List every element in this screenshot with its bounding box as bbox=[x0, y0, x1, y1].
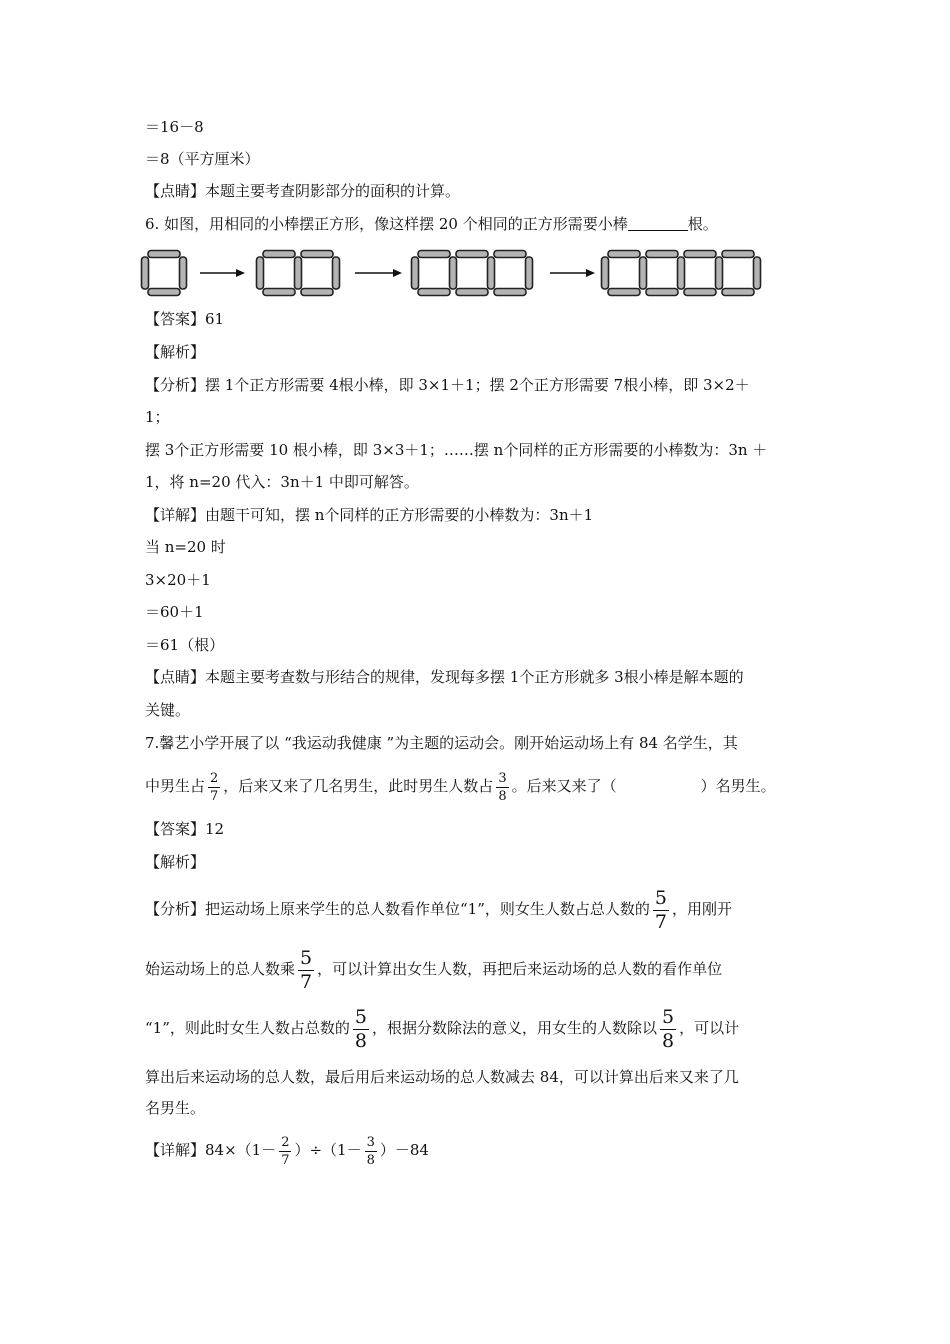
text-segment: 【分析】把运动场上原来学生的总人数看作单位“1”，则女生人数占总人数的 bbox=[145, 900, 650, 918]
text-segment: ，可以计 bbox=[679, 1019, 740, 1037]
stick-vertical bbox=[412, 257, 419, 289]
stick-horizontal bbox=[456, 289, 488, 296]
numerator: 5 bbox=[354, 1005, 367, 1028]
stick-vertical bbox=[257, 257, 264, 289]
fraction bbox=[365, 1136, 377, 1167]
text-line: 摆 3个正方形需要 10 根小棒，即 3×3＋1；……摆 n个同样的正方形需要的小棒数为：3n ＋ bbox=[145, 441, 768, 459]
question-7: 7.馨艺小学开展了以 “我运动我健康 ”为主题的运动会。刚开始运动场上有 84 名学生，其 bbox=[145, 734, 738, 752]
stick-horizontal bbox=[148, 251, 180, 258]
stick-vertical bbox=[488, 257, 495, 289]
text-line: 算出后来运动场的总人数，最后用后来运动场的总人数减去 84，可以计算出后来又来了几 bbox=[145, 1068, 739, 1086]
stick-horizontal bbox=[722, 289, 754, 296]
text-line: 【点睛】本题主要考查数与形结合的规律，发现每多摆 1个正方形就多 3根小棒是解本题的 bbox=[145, 668, 744, 686]
stick-horizontal bbox=[684, 289, 716, 296]
stick-horizontal bbox=[301, 289, 333, 296]
arrow-head-icon bbox=[393, 269, 402, 277]
fraction bbox=[208, 772, 220, 803]
text-segment: ）÷（1－ bbox=[294, 1141, 362, 1159]
text-line: ＝61（根） bbox=[145, 636, 225, 654]
stick-horizontal bbox=[608, 289, 640, 296]
numerator: 2 bbox=[210, 770, 219, 786]
stick-horizontal bbox=[418, 289, 450, 296]
numerator: 2 bbox=[281, 1134, 290, 1150]
stick-horizontal bbox=[301, 251, 333, 258]
answer-label: 【答案】61 bbox=[145, 310, 225, 328]
question-text: 。后来又来了（ bbox=[511, 777, 617, 795]
stick-vertical bbox=[678, 257, 685, 289]
question-text: 中男生占 bbox=[145, 777, 206, 795]
text-segment: ，可以计算出女生人数，再把后来运动场的总人数的看作单位 bbox=[317, 960, 723, 978]
text-line: ＝60＋1 bbox=[145, 603, 204, 621]
numerator: 3 bbox=[498, 770, 507, 786]
stick-horizontal bbox=[646, 251, 678, 258]
stick-vertical bbox=[333, 257, 340, 289]
text-segment: ，用刚开 bbox=[671, 900, 732, 918]
question-text: 根。 bbox=[687, 215, 718, 233]
stick-vertical bbox=[142, 257, 149, 289]
stick-horizontal bbox=[646, 289, 678, 296]
text-segment: ）－84 bbox=[379, 1141, 429, 1159]
question-text: ，后来又来了几名男生，此时男生人数占 bbox=[223, 777, 494, 795]
stick-horizontal bbox=[608, 251, 640, 258]
text-line: 1； bbox=[145, 408, 170, 426]
fraction bbox=[298, 946, 314, 993]
denominator: 7 bbox=[281, 1152, 290, 1168]
analysis-label: 【解析】 bbox=[145, 343, 206, 361]
text-line: 【分析】摆 1个正方形需要 4根小棒，即 3×1＋1；摆 2个正方形需要 7根小棒，即 3×2＋ bbox=[145, 376, 750, 394]
text-line bbox=[145, 944, 722, 994]
text-line: ＝16－8 bbox=[145, 118, 204, 136]
numerator: 5 bbox=[654, 886, 667, 909]
text-segment: “1”，则此时女生人数占总数的 bbox=[145, 1019, 350, 1037]
question-7-line2 bbox=[145, 764, 776, 808]
text-line: 【点睛】本题主要考查阴影部分的面积的计算。 bbox=[145, 182, 461, 200]
stick-vertical bbox=[295, 257, 302, 289]
numerator: 3 bbox=[366, 1134, 375, 1150]
analysis-label: 【解析】 bbox=[145, 853, 206, 871]
denominator: 8 bbox=[366, 1152, 375, 1168]
numerator: 5 bbox=[300, 946, 313, 969]
question-text: 6. 如图，用相同的小棒摆正方形，像这样摆 20 个相同的正方形需要小棒 bbox=[145, 215, 628, 233]
denominator: 7 bbox=[300, 970, 313, 993]
text-line: 3×20＋1 bbox=[145, 571, 211, 589]
stick-vertical bbox=[526, 257, 533, 289]
denominator: 8 bbox=[662, 1029, 675, 1052]
stick-horizontal bbox=[456, 251, 488, 258]
text-line bbox=[145, 884, 732, 934]
denominator: 8 bbox=[498, 788, 507, 804]
text-line bbox=[145, 1128, 429, 1172]
stick-vertical bbox=[180, 257, 187, 289]
text-line: 当 n=20 时 bbox=[145, 538, 226, 556]
stick-horizontal bbox=[494, 251, 526, 258]
arrow-head-icon bbox=[586, 269, 595, 277]
text-line: ＝8（平方厘米） bbox=[145, 150, 260, 168]
fraction bbox=[496, 772, 508, 803]
fraction bbox=[353, 1005, 369, 1052]
fraction bbox=[653, 886, 669, 933]
stick-horizontal bbox=[494, 289, 526, 296]
stick-horizontal bbox=[263, 289, 295, 296]
question-text: ）名男生。 bbox=[700, 777, 776, 795]
fraction bbox=[279, 1136, 291, 1167]
text-line: 名男生。 bbox=[145, 1099, 206, 1117]
stick-squares-figure bbox=[140, 242, 780, 304]
question-6 bbox=[145, 214, 718, 234]
stick-horizontal bbox=[148, 289, 180, 296]
arrow-head-icon bbox=[236, 269, 245, 277]
stick-vertical bbox=[602, 257, 609, 289]
fraction bbox=[660, 1005, 676, 1052]
text-line bbox=[145, 1003, 739, 1053]
denominator: 7 bbox=[210, 788, 219, 804]
text-line: 1，将 n=20 代入：3n＋1 中即可解答。 bbox=[145, 473, 419, 491]
stick-horizontal bbox=[263, 251, 295, 258]
text-line: 【详解】由题干可知，摆 n个同样的正方形需要的小棒数为：3n＋1 bbox=[145, 506, 594, 524]
text-segment: ，根据分数除法的意义，用女生的人数除以 bbox=[371, 1019, 657, 1037]
text-line: 关键。 bbox=[145, 701, 191, 719]
stick-horizontal bbox=[418, 251, 450, 258]
denominator: 8 bbox=[354, 1029, 367, 1052]
answer-blank bbox=[628, 216, 688, 231]
stick-horizontal bbox=[684, 251, 716, 258]
text-segment: 【详解】84×（1－ bbox=[145, 1141, 277, 1159]
text-segment: 始运动场上的总人数乘 bbox=[145, 960, 296, 978]
stick-vertical bbox=[450, 257, 457, 289]
numerator: 5 bbox=[662, 1005, 675, 1028]
answer-label: 【答案】12 bbox=[145, 820, 225, 838]
stick-vertical bbox=[716, 257, 723, 289]
stick-vertical bbox=[754, 257, 761, 289]
stick-vertical bbox=[640, 257, 647, 289]
stick-horizontal bbox=[722, 251, 754, 258]
denominator: 7 bbox=[654, 910, 667, 933]
